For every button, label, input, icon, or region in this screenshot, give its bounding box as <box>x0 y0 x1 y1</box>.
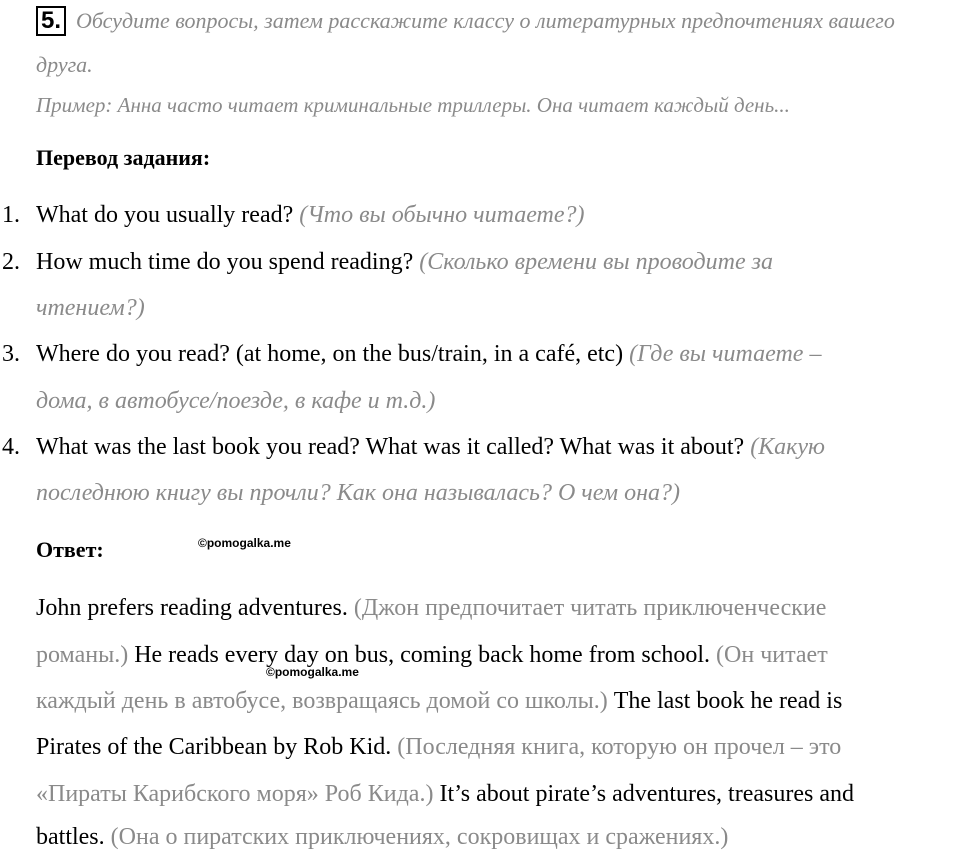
question-text <box>36 339 821 369</box>
watermark: ©pomogalka.me <box>266 665 359 679</box>
task-number: 5. <box>36 6 66 36</box>
task-instruction-line2: друга. <box>36 52 93 77</box>
answer-line-4 <box>36 732 841 762</box>
answer-line-1 <box>36 593 826 623</box>
task-example: Пример: Анна часто читает криминальные триллеры. Она читает каждый день... <box>36 93 790 117</box>
answer-heading: Ответ: <box>36 537 104 562</box>
question-en: Where do you read? (at home, on the bus/train, in a café, etc) <box>36 341 624 367</box>
question-number: 1. <box>2 202 20 228</box>
answer-ru: (Она о пиратских приключениях, сокровищах и сражениях.) <box>110 824 729 850</box>
question-ru-continuation: дома, в автобусе/поезде, в кафе и т.д.) <box>36 388 436 414</box>
answer-ru: (Последняя книга, которую он прочел – это <box>397 734 842 760</box>
answer-en: battles. <box>36 824 105 850</box>
question-en: What do you usually read? <box>36 202 294 228</box>
answer-line-2 <box>36 640 828 670</box>
answer-ru: (Джон предпочитает читать приключенческие <box>353 595 827 621</box>
question-ru: (Сколько времени вы проводите за <box>419 249 773 275</box>
task-instruction-line1: Обсудите вопросы, затем расскажите классу о литературных предпочтениях вашего <box>76 8 895 33</box>
question-text <box>36 432 825 462</box>
question-en: What was the last book you read? What was it called? What was it about? <box>36 434 745 460</box>
question-text <box>36 247 773 277</box>
answer-en: He reads every day on bus, coming back home from school. <box>134 642 711 668</box>
answer-en: It’s about pirate’s adventures, treasures and <box>439 781 854 807</box>
answer-en: Pirates of the Caribbean by Rob Kid. <box>36 734 392 760</box>
answer-line-6 <box>36 822 728 852</box>
answer-line-5 <box>36 779 854 809</box>
answer-line-3 <box>36 686 842 716</box>
answer-ru: (Он читает <box>716 642 828 668</box>
answer-ru: каждый день в автобусе, возвращаясь домой со школы.) <box>36 688 608 714</box>
question-number: 2. <box>2 249 20 275</box>
answer-ru: «Пираты Карибского моря» Роб Кида.) <box>36 781 434 807</box>
translation-heading: Перевод задания: <box>36 145 211 170</box>
question-ru-continuation: чтением?) <box>36 295 145 321</box>
question-ru-continuation: последнюю книгу вы прочли? Как она называлась? О чем она?) <box>36 480 681 506</box>
question-number: 3. <box>2 341 20 367</box>
question-ru: (Какую <box>750 434 825 460</box>
question-text <box>36 200 585 230</box>
question-number: 4. <box>2 434 20 460</box>
answer-en: The last book he read is <box>613 688 843 714</box>
question-ru: (Где вы читаете – <box>629 341 822 367</box>
watermark: ©pomogalka.me <box>198 536 291 550</box>
answer-ru: романы.) <box>36 642 129 668</box>
question-ru: (Что вы обычно читаете?) <box>299 202 585 228</box>
answer-en: John prefers reading adventures. <box>36 595 348 621</box>
question-en: How much time do you spend reading? <box>36 249 414 275</box>
